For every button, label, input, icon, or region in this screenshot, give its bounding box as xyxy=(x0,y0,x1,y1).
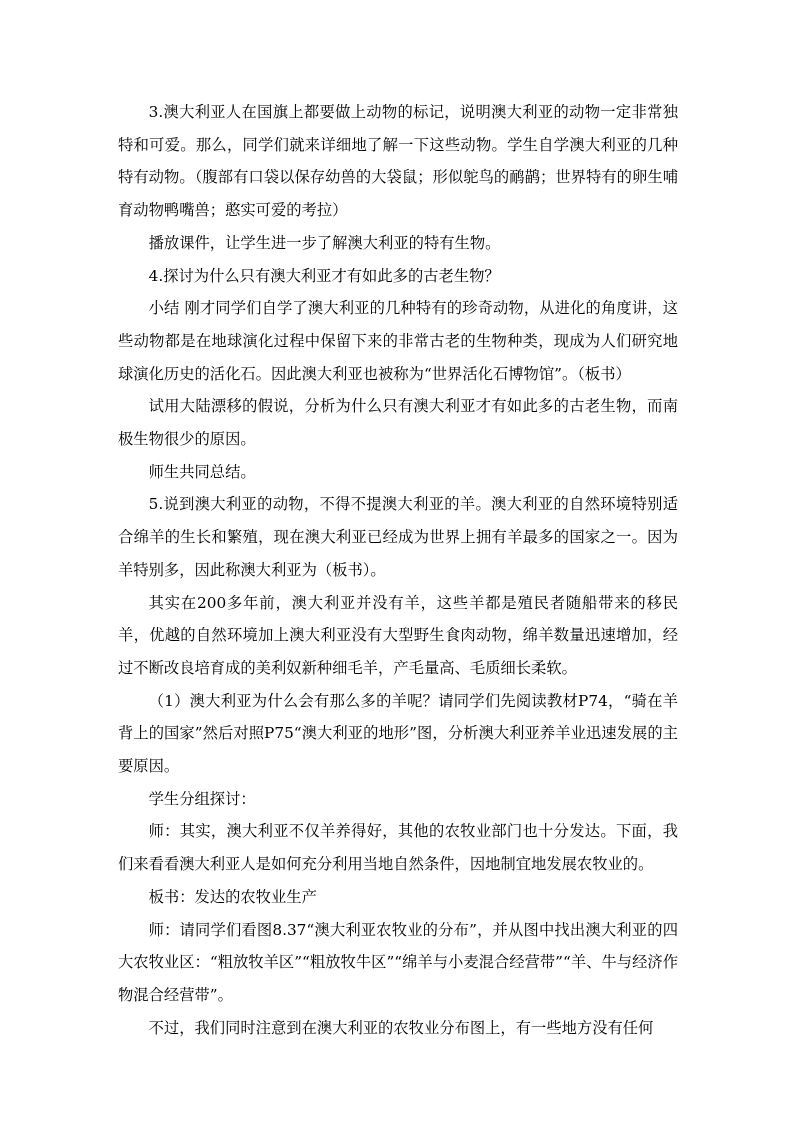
paragraph-sheep-question: （1）澳大利亚为什么会有那么多的羊呢？请同学们先阅读教材P74，“骑在羊背上的国家”然后对照P75“澳大利亚的地形”图，分析澳大利亚养羊业迅速发展的主要原因。 xyxy=(118,691,678,776)
paragraph-group-discussion: 学生分组探讨： xyxy=(148,789,256,808)
paragraph-continental-drift: 试用大陆漂移的假说，分析为什么只有澳大利亚才有如此多的古老生物，而南极生物很少的原因。 xyxy=(118,397,678,449)
paragraph-sheep-intro: 5.说到澳大利亚的动物，不得不提澳大利亚的羊。澳大利亚的自然环境特别适合绵羊的生长和繁殖，现在澳大利亚已经成为世界上拥有羊最多的国家之一。因为羊特别多，因此称澳大利亚为（板书）。 xyxy=(118,495,678,579)
document-page xyxy=(118,96,678,1044)
paragraph-board-note: 板书：发达的农牧业生产 xyxy=(148,887,317,906)
paragraph-discussion-question: 4.探讨为什么只有澳大利亚才有如此多的古老生物？ xyxy=(148,266,500,285)
paragraph-sheep-history: 其实在200多年前，澳大利亚并没有羊，这些羊都是殖民者随船带来的移民羊，优越的自然环境加上澳大利亚没有大型野生食肉动物，绵羊数量迅速增加，经过不断改良培育成的美利奴新种细毛羊，产毛量高、毛质细长柔软。 xyxy=(118,593,678,677)
paragraph-play-courseware: 播放课件，让学生进一步了解澳大利亚的特有生物。 xyxy=(148,233,501,252)
paragraph-australia-animals-intro: 3.澳大利亚人在国旗上都要做上动物的标记，说明澳大利亚的动物一定非常独特和可爱。那么，同学们就来详细地了解一下这些动物。学生自学澳大利亚的几种特有动物。（腹部有口袋以保存幼兽的大袋鼠；形似鸵鸟的鸸鹋；世界特有的卵生哺育动物鸭嘴兽；憨实可爱的考拉） xyxy=(118,103,678,220)
paragraph-agriculture-intro: 师：其实，澳大利亚不仅羊养得好，其他的农牧业部门也十分发达。下面，我们来看看澳大利亚人是如何充分利用当地自然条件，因地制宜地发展农牧业的。 xyxy=(118,822,678,874)
paragraph-joint-summary: 师生共同总结。 xyxy=(148,462,256,481)
paragraph-map-note: 不过，我们同时注意到在澳大利亚的农牧业分布图上，有一些地方没有任何 xyxy=(148,1018,654,1037)
paragraph-summary-living-fossils: 小结 刚才同学们自学了澳大利亚的几种特有的珍奇动物，从进化的角度讲，这些动物都是在地球演化过程中保留下来的非常古老的生物种类，现成为人们研究地球演化历史的活化石。因此澳大利亚也被称为“世界活化石博物馆”。（板书） xyxy=(118,299,678,383)
paragraph-map-regions: 师：请同学们看图8.37“澳大利亚农牧业的分布”，并从图中找出澳大利亚的四大农牧业区：“粗放牧羊区”“粗放牧牛区”“绵羊与小麦混合经营带”“羊、牛与经济作物混合经营带”。 xyxy=(118,920,678,1004)
